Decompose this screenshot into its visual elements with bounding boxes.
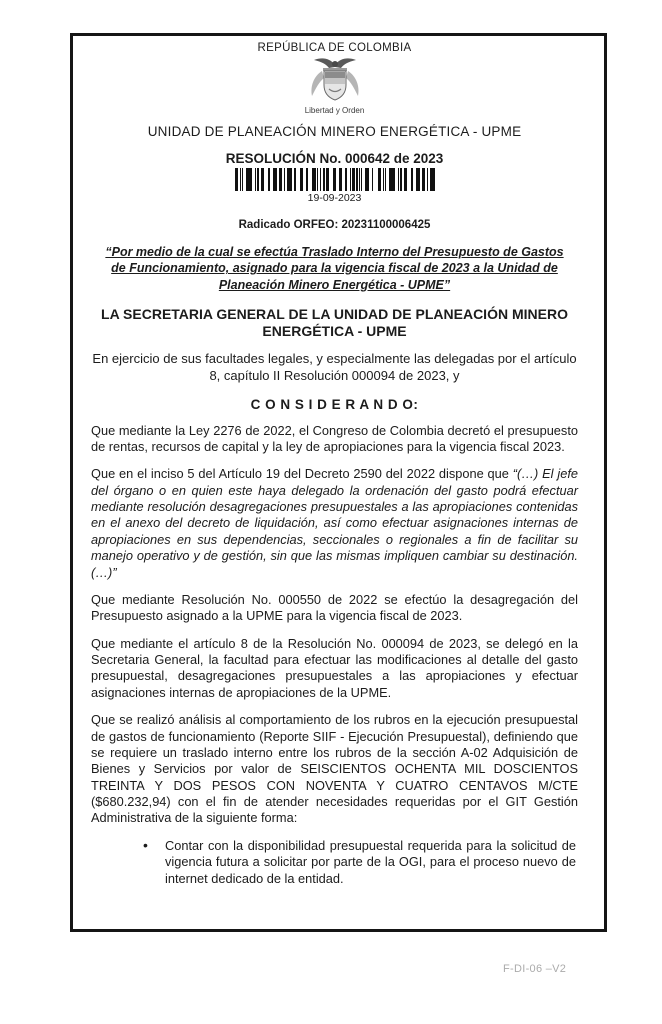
republic-heading: REPÚBLICA DE COLOMBIA bbox=[257, 42, 412, 54]
considerando-heading: C O N S I D E R A N D O: bbox=[250, 396, 419, 412]
coat-of-arms-icon bbox=[302, 56, 368, 106]
resolution-title: RESOLUCIÓN No. 000642 de 2023 bbox=[225, 151, 444, 166]
paragraph-decreto-2590-intro: Que en el inciso 5 del Artículo 19 del Decreto 2590 del 2022 dispone que bbox=[91, 466, 513, 482]
footer-form-code: F-DI-06 –V2 bbox=[503, 963, 567, 975]
document-border-frame bbox=[70, 33, 607, 932]
radicado-number: Radicado ORFEO: 20231100006425 bbox=[238, 219, 431, 231]
paragraph-delegacion-articulo-8: Que mediante el artículo 8 de la Resolución No. 000094 de 2023, se delegó en la Secretaria General, la facultad para efectuar las modificaciones al detalle del gasto presupuestal, desagregaciones presupuestales a las apropiaciones y efectuar asignaciones internas de apropiaciones de la UPME. bbox=[91, 635, 578, 700]
paragraph-decreto-2590-quote: “(…) El jefe del órgano o en quien este haya delegado la ordenación del gasto podrá efectuar mediante resolución desagregaciones presupuestales a las apropiaciones contenidas en el anexo del decreto de liquidación, así como efectuar asignaciones internas de apropiaciones en sus dependencias, seccionales o regionales a fin de facilitar su manejo operativo y de gestión, sin que las mismas impliquen cambiar su destinación. (…)” bbox=[91, 466, 578, 580]
coat-of-arms bbox=[91, 56, 578, 115]
bullet-item-disponibilidad: • Contar con la disponibilidad presupuestal requerida para la solicitud de vigencia futura a solicitar por parte de la OGI, para el proceso nuevo de internet dedicado de la entidad. bbox=[143, 838, 578, 887]
paragraph-analisis-rubros: Que se realizó análisis al comportamiento de los rubros en la ejecución presupuestal de gastos de funcionamiento (Reporte SIIF - Ejecución Presupuestal), definiendo que se requiere un traslado interno entre los rubros de la sección A-02 Adquisición de Bienes y Servicios por valor de SEISCIENTOS OCHENTA MIL DOSCIENTOS TREINTA Y DOS PESOS CON NOVENTA Y CUATRO CENTAVOS M/CTE ($680.232,94) con el fin de atender necesidades requeridas por el GIT Gestión Administrativa de la siguiente forma: bbox=[91, 712, 578, 826]
subject-quote: “Por medio de la cual se efectúa Traslado Interno del Presupuesto de Gastos de Funcionamiento, asignado para la vigencia fiscal de 2023 a la Unidad de Planeación Minero Energética - UPME” bbox=[105, 245, 564, 292]
paragraph-decreto-2590 bbox=[91, 466, 578, 581]
preamble-text: En ejercicio de sus facultades legales, y especialmente las delegadas por el artículo 8, capítulo II Resolución 000094 de 2023, y bbox=[92, 350, 577, 383]
paragraph-ley-2276: Que mediante la Ley 2276 de 2022, el Congreso de Colombia decretó el presupuesto de rentas, recursos de capital y la ley de apropiaciones para la vigencia fiscal 2023. bbox=[91, 422, 578, 454]
entity-name: UNIDAD DE PLANEACIÓN MINERO ENERGÉTICA - UPME bbox=[147, 124, 522, 139]
issuer-heading: LA SECRETARIA GENERAL DE LA UNIDAD DE PLANEACIÓN MINERO ENERGÉTICA - UPME bbox=[101, 305, 568, 340]
barcode-date: 19-09-2023 bbox=[307, 192, 362, 204]
crest-motto: Libertad y Orden bbox=[304, 106, 365, 115]
paragraph-resolucion-000550: Que mediante Resolución No. 000550 de 2022 se efectúo la desagregación del Presupuesto asignado a la UPME para la vigencia fiscal de 2023. bbox=[91, 591, 578, 624]
barcode-block bbox=[91, 168, 578, 204]
barcode bbox=[235, 168, 435, 191]
bullet-list bbox=[91, 838, 578, 887]
